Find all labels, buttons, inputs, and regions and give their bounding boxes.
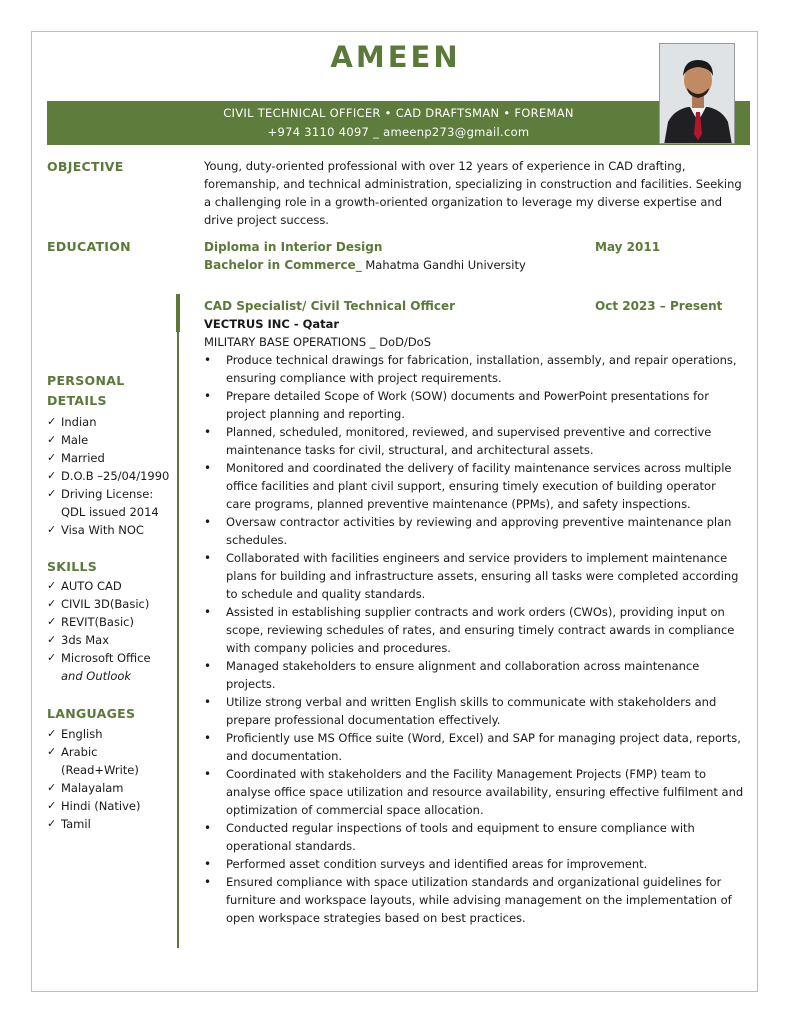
- list-item: (Read+Write): [61, 763, 139, 777]
- list-item: • Performed asset condition surveys and identified areas for improvement.: [204, 855, 744, 873]
- objective-text: Young, duty-oriented professional with over 12 years of experience in CAD drafting, foremanship, and technical administration, specializing in construction and facilities. Seeking a challenging role in a growth-oriented organization to leverage my diverse expertise and drive project success.: [204, 159, 742, 227]
- list-item: ✓ AUTO CAD: [47, 577, 151, 595]
- skills-label: SKILLS: [47, 559, 98, 574]
- list-item: • Conducted regular inspections of tools and equipment to ensure compliance with operational standards.: [204, 819, 744, 855]
- list-item: • Coordinated with stakeholders and the Facility Management Projects (FMP) team to analyse office space utilization and resource availability, ensuring effective fulfilment and optimization of commercial space allocation.: [204, 765, 744, 819]
- list-item: QDL issued 2014: [61, 505, 159, 519]
- bachelor-title: Bachelor in Commerce_: [204, 258, 362, 272]
- list-item: • Managed stakeholders to ensure alignment and collaboration across maintenance projects.: [204, 657, 744, 693]
- list-item: • Collaborated with facilities engineers and service providers to implement maintenance plans for building and infrastructure assets, ensuring all tasks were completed according to schedule and quality standards.: [204, 549, 744, 603]
- person-portrait-icon: [660, 44, 735, 144]
- list-item: • Ensured compliance with space utilization standards and organizational guidelines for furniture and workspace layouts, while advising management on the implementation of open workspace strategies based on best practices.: [204, 873, 744, 927]
- candidate-name: AMEEN: [330, 40, 461, 74]
- objective-label: OBJECTIVE: [47, 159, 124, 174]
- list-item: ✓ Visa With NOC: [47, 521, 169, 539]
- list-item: ✓ Indian: [47, 413, 169, 431]
- job-titles: CIVIL TECHNICAL OFFICER • CAD DRAFTSMAN • FOREMAN: [223, 106, 574, 120]
- experience-bullets: [204, 351, 744, 927]
- education-block: [204, 238, 744, 274]
- list-item: ✓ Married: [47, 449, 169, 467]
- list-item: • Utilize strong verbal and written English skills to communicate with stakeholders and prepare professional documentation effectively.: [204, 693, 744, 729]
- skills-list: [47, 577, 151, 685]
- role-dates: Oct 2023 – Present: [595, 299, 723, 313]
- list-item: • Planned, scheduled, monitored, reviewed, and supervised preventive and corrective maintenance tasks for civil, structural, and architectural assets.: [204, 423, 744, 459]
- list-item: • Assisted in establishing supplier contracts and work orders (CWOs), providing input on scope, reviewing schedules of rates, and ensuring timely contract awards in compliance with company policies and procedures.: [204, 603, 744, 657]
- list-item: ✓ CIVIL 3D(Basic): [47, 595, 151, 613]
- list-item: and Outlook: [61, 669, 132, 683]
- personal-label-line2: DETAILS: [47, 393, 107, 408]
- profile-photo: [659, 43, 735, 144]
- diploma-title: Diploma in Interior Design: [204, 240, 383, 254]
- list-item: ✓ Male: [47, 431, 169, 449]
- experience-header: [204, 297, 744, 351]
- contact-info: +974 3110 4097 _ ameenp273@gmail.com: [267, 125, 530, 139]
- list-item: ✓ Microsoft Office: [47, 649, 151, 667]
- personal-details-list: [47, 413, 169, 539]
- list-item: ✓ REVIT(Basic): [47, 613, 151, 631]
- list-item: ✓ Arabic: [47, 743, 141, 761]
- bachelor-school: Mahatma Gandhi University: [361, 258, 526, 272]
- list-item: ✓ D.O.B –25/04/1990: [47, 467, 169, 485]
- list-item: • Proficiently use MS Office suite (Word, Excel) and SAP for managing project data, reports, and documentation.: [204, 729, 744, 765]
- list-item: • Monitored and coordinated the delivery of facility maintenance services across multiple office facilities and plant civil support, ensuring timely execution of building operator care programs, planned preventive maintenance (PPMs), and safety inspections.: [204, 459, 744, 513]
- role-title: CAD Specialist/ Civil Technical Officer: [204, 299, 456, 313]
- list-item: ✓ Driving License:: [47, 485, 169, 503]
- diploma-date: May 2011: [595, 240, 661, 254]
- list-item: • Oversaw contractor activities by reviewing and approving preventive maintenance plan schedules.: [204, 513, 744, 549]
- section-divider: [177, 294, 179, 948]
- company-name: VECTRUS INC - Qatar: [204, 317, 340, 331]
- list-item: ✓ Hindi (Native): [47, 797, 141, 815]
- education-label: EDUCATION: [47, 239, 131, 254]
- section-divider-accent: [176, 294, 180, 332]
- project-name: MILITARY BASE OPERATIONS _ DoD/DoS: [204, 335, 432, 349]
- languages-label: LANGUAGES: [47, 706, 136, 721]
- languages-list: [47, 725, 141, 833]
- list-item: • Prepare detailed Scope of Work (SOW) documents and PowerPoint presentations for project planning and reporting.: [204, 387, 744, 423]
- list-item: ✓ Malayalam: [47, 779, 141, 797]
- personal-label-line1: PERSONAL: [47, 373, 125, 388]
- list-item: ✓ English: [47, 725, 141, 743]
- list-item: ✓ 3ds Max: [47, 631, 151, 649]
- list-item: ✓ Tamil: [47, 815, 141, 833]
- header-banner: [47, 101, 750, 145]
- list-item: • Produce technical drawings for fabrication, installation, assembly, and repair operations, ensuring compliance with project requirements.: [204, 351, 744, 387]
